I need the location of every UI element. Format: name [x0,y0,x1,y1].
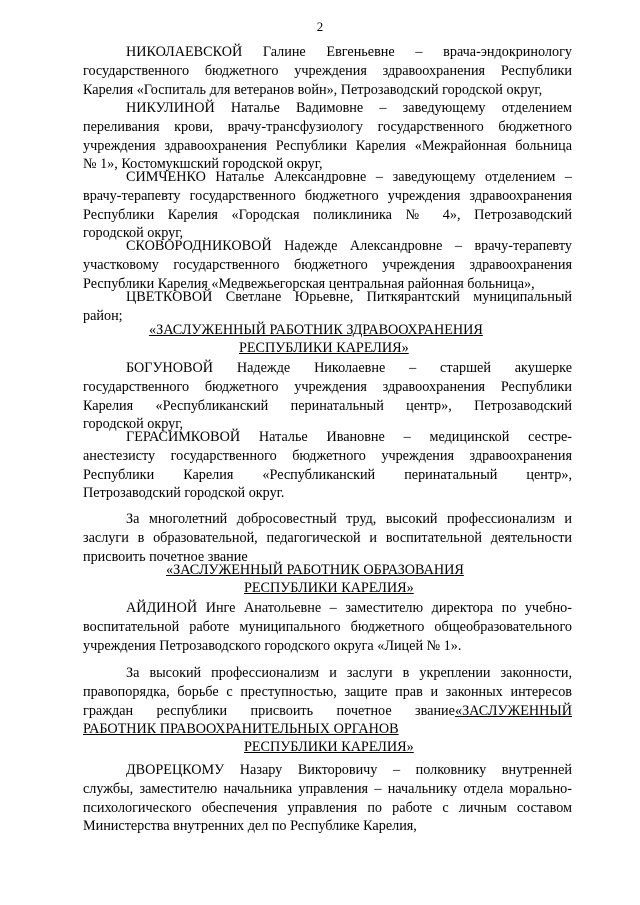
text-line: городской округ, [83,416,184,433]
text-line: участковому государственного бюджетного учреждения здравоохранения [83,256,572,273]
text-line: государственного бюджетного учреждения здравоохранения Республики [83,378,572,395]
text-line: НИКУЛИНОЙ Наталье Вадимовне – заведующему отделением [126,100,572,116]
paragraph-education-award-intro [83,510,572,566]
text-line: государственного бюджетного учреждения здравоохранения Республики [83,62,572,79]
word: граждан [83,702,134,719]
text-line: ЦВЕТКОВОЙ Светлане Юрьевне, Питкярантский муниципальный [126,289,572,305]
text-line: ГЕРАСИМКОВОЙ Наталье Ивановне – медицинской сестре- [126,429,572,445]
text-line: За высокий профессионализм и заслуги в укреплении законности, [126,665,572,681]
text-line: Карелия «Госпиталь для ветеранов войн», Петрозаводский городской округ, [83,81,543,98]
paragraph-skovorodnikova [83,237,572,293]
paragraph-bogunova [83,359,572,434]
paragraph-gerasimkova [83,428,572,503]
text-line: АЙДИНОЙ Инге Анатольевне – заместителю директора по учебно- [126,600,572,616]
paragraph-simchenko [83,168,572,243]
honorary-title-healthcare-line2: РЕСПУБЛИКИ КАРЕЛИЯ» [239,340,409,356]
text-line: № 1», Костомукшский городской округ, [83,156,323,173]
text-line [83,702,572,721]
word: почетное [336,702,392,719]
honorary-title-law-enforcement-line2: РАБОТНИК ПРАВООХРАНИТЕЛЬНЫХ ОРГАНОВ [83,721,399,737]
text-line: НИКОЛАЕВСКОЙ Галине Евгеньевне – врача-эндокринологу [126,44,572,60]
honorary-title-law-enforcement-start: «ЗАСЛУЖЕННЫЙ [454,702,572,719]
text-line: Петрозаводский городской округ. [83,485,285,502]
paragraph-tsvetkova [83,288,572,326]
text-line: анестезисту государственного бюджетного учреждения здравоохранения [83,447,572,464]
text-line: Республики Карелия «Медвежьегорская центральная районная больница», [83,275,535,292]
text-line: городской округ, [83,225,184,242]
paragraph-aidina [83,599,572,655]
text-line-part [83,702,455,721]
word: присвоить [250,702,314,719]
paragraph-dvoretsky [83,761,572,836]
text-line: правопорядка, борьбе с преступностью, защите прав и законных интересов [83,683,572,700]
honorary-title-healthcare-line1: «ЗАСЛУЖЕННЫЙ РАБОТНИК ЗДРАВООХРАНЕНИЯ [149,322,483,338]
text-line: службы, заместителю начальника управления – начальнику отдела морально- [83,780,572,797]
honorary-title-education-line1: «ЗАСЛУЖЕННЫЙ РАБОТНИК ОБРАЗОВАНИЯ [166,562,464,578]
text-line: СКОВОРОДНИКОВОЙ Надежде Александровне – врачу-терапевту [126,238,572,254]
text-line: Карелия «Республиканский перинатальный центр», Петрозаводский [83,397,572,414]
text-line: СИМЧЕНКО Наталье Александровне – заведующему отделением – [126,169,572,185]
text-line: За многолетний добросовестный труд, высокий профессионализм и [126,511,572,527]
text-line: ДВОРЕЦКОМУ Назару Викторовичу – полковнику внутренней [126,762,572,778]
paragraph-nikulina [83,99,572,174]
paragraph-law-enforcement-award-intro [83,664,572,720]
page-number: 2 [316,19,324,34]
word: звание [415,702,455,719]
text-line: воспитательной работе муниципального бюджетного общеобразовательного [83,618,572,635]
text-line: БОГУНОВОЙ Надежде Николаевне – старшей акушерке [126,360,572,376]
word: республики [156,702,228,719]
text-line: район; [83,307,123,324]
text-line: Министерства внутренних дел по Республике Карелия, [83,818,417,835]
text-line: психологического обеспечения управления по работе с личным составом [83,799,572,816]
text-line: учреждения Петрозаводского городского округа «Лицей № 1». [83,637,462,654]
paragraph-nikolaevskaya [83,43,572,99]
honorary-title-education-line2: РЕСПУБЛИКИ КАРЕЛИЯ» [244,580,414,596]
text-line: врачу-терапевту государственного бюджетного учреждения здравоохранения [83,187,572,204]
text-line: заслуги в образовательной, педагогической и воспитательной деятельности [83,529,572,546]
text-line: Республики Карелия «Республиканский перинатальный центр», [83,466,572,483]
text-line: переливания крови, врачу-трансфузиологу государственного бюджетного [83,118,572,135]
honorary-title-law-enforcement-line3: РЕСПУБЛИКИ КАРЕЛИЯ» [244,739,414,755]
text-line: учреждения здравоохранения Республики Карелия «Межрайонная больница [83,137,572,154]
text-line: присвоить почетное звание [83,548,248,565]
text-line: Республики Карелия «Городская поликлиника № 4», Петрозаводский [83,206,572,223]
